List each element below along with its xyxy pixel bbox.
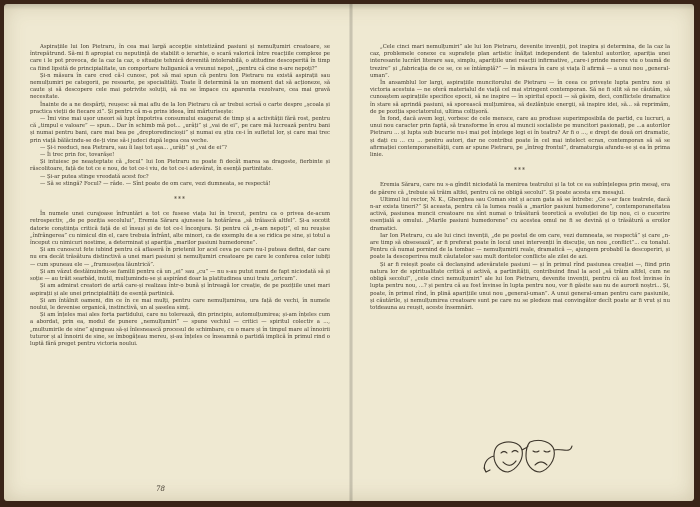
- paragraph: Eremia Săraru, care nu s-a gîndit niciodată la menirea teatrului și la tot ce ea subînțelegea prin mesaj, era de părere că „trebuie să trăim altfel, pentru că ne obligă secolul”. Și poate acesta era mesajul.: [370, 182, 670, 196]
- left-page: [30, 44, 330, 348]
- page-number: 78: [156, 485, 165, 493]
- paragraph: Și am întâlnit oameni, din ce în ce mai mulți, pentru care nemulțumirea, ura față de vechi, în numele noului, le devenise organică, instinctivă, un al șaselea simț.: [30, 297, 330, 311]
- paragraph: — Îi trec prin foc, tovarășe!: [40, 152, 115, 159]
- paragraph: Și am înțeles mai ales forta partidului, care nu tolerează, din principiu, automulțumirea; și-am înțeles cum a abordat, prin ea, modul de punere „nemulțumiri” — spune vechiul — critici — spiritul colectiv a ..., „multumirile de sine” ajungeau să-și înlesnească procesul de schimbare, cu o mare și în timpul mare al înnoirii tuturor și al înnoirii de sine, se îmbogățeau mereu, și-au înțeles ce înseamnă o partidă implică în primul rind o luptă fără preget pentru victoria noului.: [30, 312, 330, 347]
- right-page: [370, 44, 670, 312]
- paragraph: Aspirațiile lui Ion Pietraru, în cea mai largă accepție sintetizând pasiuni și nemulțumiri creatoare, se întrepătrund. Să-mi fi apropiat cu neputință de stabilit o ierarhie, o scară valorică între reacțiile complexe pe care i le pot provoca, de la caz la caz, o situație tehnică devenită intolerabilă, o atitudine descoperită în timp ca fiind lipsită de principialitate, un comportare huliganică a vreunui nepot, „pentru că cine n-are nepoți?”: [30, 44, 330, 72]
- paragraph: Și intuiesc pe neașteptate că „focul” lui Ion Pietraru nu poate fi decât marea sa dragoste, fierbinte și răscolitoare, față de tot ce e nou, de tot ce-i viu, de tot ce-i adevărat, în esență partinitate.: [30, 159, 330, 173]
- paragraph: — Și-ar putea stinge vreodată acest foc?: [40, 173, 149, 180]
- paragraph: Și-n măsura în care cred că-l cunosc, pot să mai spun că pentru Ion Pietraru nu există aspirații sau nemulțumiri pe categorii, pe resoarte, pe specialități. Toate îl determină la un moment dat să acționeze, să caute și să descopere cele mai potrivite soluții, să nu se împace cu aparenta rezolvare, cea mai gravă necesitate.: [30, 72, 330, 101]
- paragraph: Și am cunoscut fete iubind pentru că aflaseră în prietenii lor acel ceva pe care nu-l puteau defini, dar care nu era decât trăsătura distinctivă a unei mari pasiuni și nemulțumiri creatoare pe care le conferea celor iubiți — cum spuneau ele — „frumusețea lăuntrică”.: [30, 247, 330, 268]
- paragraph: Ultimul lui rector, N. K., Gherghea sau Coman sint și acum gata să se întrebe: „Ce s-ar face teatrele, dacă n-ar exista tineri?” Și aceasta, pentru că la lumea reală a „marilor pasiuni humedorene”, contemporaneitatea activă, pasiunea muncii creatoare nu sînt numai o trăsătură teoretică a evoluției de tip nou, ci o cucerire esențială a omului. „Marile pasiuni humedorene” cu acestea omul ne fi se devină și o trăsătură a eroilor dramatici.: [370, 196, 670, 232]
- section-separator: ***: [514, 167, 526, 175]
- paragraph: Și am văzut destăinuindu-se familii pentru că un „ei” sau „cu” — nu s-au putut numi de fapt niciodată să și soție — au trăit searbăd, inutil, mulțumindu-se și aspirând doar la platitudinea unui traiu „oricum”.: [30, 268, 330, 283]
- theatre-masks-icon: [478, 436, 578, 480]
- paragraph: Iar Ion Pietraru, cu ale lui cinci invenții, „de pe postul de om care, vezi dumneata, se respectă” și care „n-are timp să obsesează”, ar fi preferat poate în locul unei intervenții în discuție, un nou „conflict”... cu tonalul. Pentru că numai pornind de la tombac — nemulțumirii reale, dramatică —, ajungem probabil la descoperiri, și poate la descoperirea mult căutatelor sau mult doritelor conflicte ale zilei de azi.: [370, 232, 670, 261]
- paragraph: În numele unei curajoase înfruntări a tot ce fusese viața lui în trecut, pentru ca o privea de-acum retrospectiv, „de pe poziția secolului”, Eremia Săraru ajunsese la hotărârea „să trăiască altfel”. Și-a socotit datorie conștiința critică față de el însuși și de tot ce-l înconjura. Și pentru că „n-am nepoți”, el nu reușise „înfrângerea” cu nimicul din el, care trebuia înfrânt, alte minori, ca de exemplu de a se ridica pe sine, și totul a început cu nimicuri nostime, a determinat și apariția „marilor pasiuni humedorene”.: [30, 211, 330, 247]
- book-spread: [4, 4, 694, 501]
- section-separator: ***: [174, 196, 186, 204]
- paragraph: — Îmi vine mai ușor uneori să lupt împotriva consumului exagerat de timp și a activității fără rost, pentru că „timpul e valoare” — spun... Dar în schimb mă pot... „urâți” și „vai de ei”, pe care mă lucrează pentru bani și numai pentru bani, care mai bea pe „dreptoredincioșii” și numai eu știu ce-i în sufletul lor, și care mai trec prin viață bălăcindu-se de-ți vine să-i judeci după legea cea veche.: [30, 116, 330, 144]
- paragraph: Și am admirat creatori de artă care-și realizau într-o bună și întreagă lor creație, de pe pozițiile unei mari aspirații și ale unei principialități de esență partinică.: [30, 283, 330, 297]
- paragraph: În fond, dacă avem legi, vorbesc de cele mensce, care au produse superimposibila de partid, cu lucruri, a unui nou caracter prin faptă, să transforme în erou al muncii socialiste pe muncitori pasionați, pe ...a autorilor Pietraru ... și lupta sub bucurie nu-i mai pot înțelege legi ei în teatru? Ar fi o ..., e drept de două ori dramatic, și dați cu ... cu ... pentru autori, dar ne contribui poate în cel mai intelect ecran, contemporan să să se afirmației contemporaneității, cum ar spune Pietraru, pe „întreg frontul”, dramaturgia afundu-se și ea în prima linie.: [370, 116, 670, 159]
- paragraph: În ansamblul lor largi, aspirațiile muncitorului de Pietraru — în ceea ce privește lupta pentru nou și victoria acestuia — ne oferă materialul de viață cel mai stringent contemporan. Să ne fi silit să ne căutăm, să cunoaștem aspirațiile specifice epocii, să ne inspire — în spiritul epocii — să găsim, deci, conflictele dramatice în stare să aprindă pasiuni, să sporească mulțumirea, să dezlănțuie energii, să inspire idei, să... să reprimăm, de pe poziția spectatorului, ultima colțișoră.: [370, 80, 670, 115]
- paragraph: — Să se stingă? Focul? — râde. — Sînt poate de om care, vezi dumneata, se respectă!: [40, 180, 271, 187]
- paragraph: Înainte de a ne despărți, reușesc să mai aflu de la Ion Pietraru că ar trebui scrisă o carte despre „școala și practica vieții de fiecare zi”. Și pentru că m-a prins ideea, îmi mărturisește:: [30, 101, 330, 115]
- paragraph: „Cele cinci mari nemulțumiri” ale lui Ion Pietraru, devenite invenții, pot inspira și determina, de la caz la caz, problemele conexe cu suprafețe plan artistic înălțat independent de talentul autorilor, apariția unei interesante lucrări literare sau, simplu, aparițiile unei reacții infirmative, „care-i prinde mereu viu o teamă de trezire” și „fabricația de ce se, ce se întâmplă?” — în măsura în care și viața îl afirmă — a unui nou „general-uman”.: [370, 44, 670, 79]
- book-gutter: [349, 4, 353, 501]
- paragraph: — Și-i reeduci, nea Pietraru, sau îi lași tot așa... „urâți” și „vai de ei”?: [40, 144, 227, 151]
- paragraph: Și ar fi reieșit poate că declanșind adevăratele pasiuni — și în primul rînd pasiunea creației —, fiind prin natura lor de spiritualitate critică și activă, a partinității, contribuind final la acel „să trăim altfel, cum ne obligă secolul”, „cele cinci nemulțumiri” ale lui Ion Pietraru, devenite invenții, pentru că au fost învinse în lupta pentru nou, ...? și pentru că au fost învinse în lupta pentru nou, vor fi găsite sau nu de aurorii noștri... Și, poate, în primul rînd, în plină aparițiile unui nou „general-uman”. A unui general-uman pentru care pasiunile, și căutările, și nemulțumirea creatoare sunt pe care nu se pledeze mai convingător decît poate ar fi vrut și nu totdeauna au reușit, aceste însemnări.: [370, 261, 670, 311]
